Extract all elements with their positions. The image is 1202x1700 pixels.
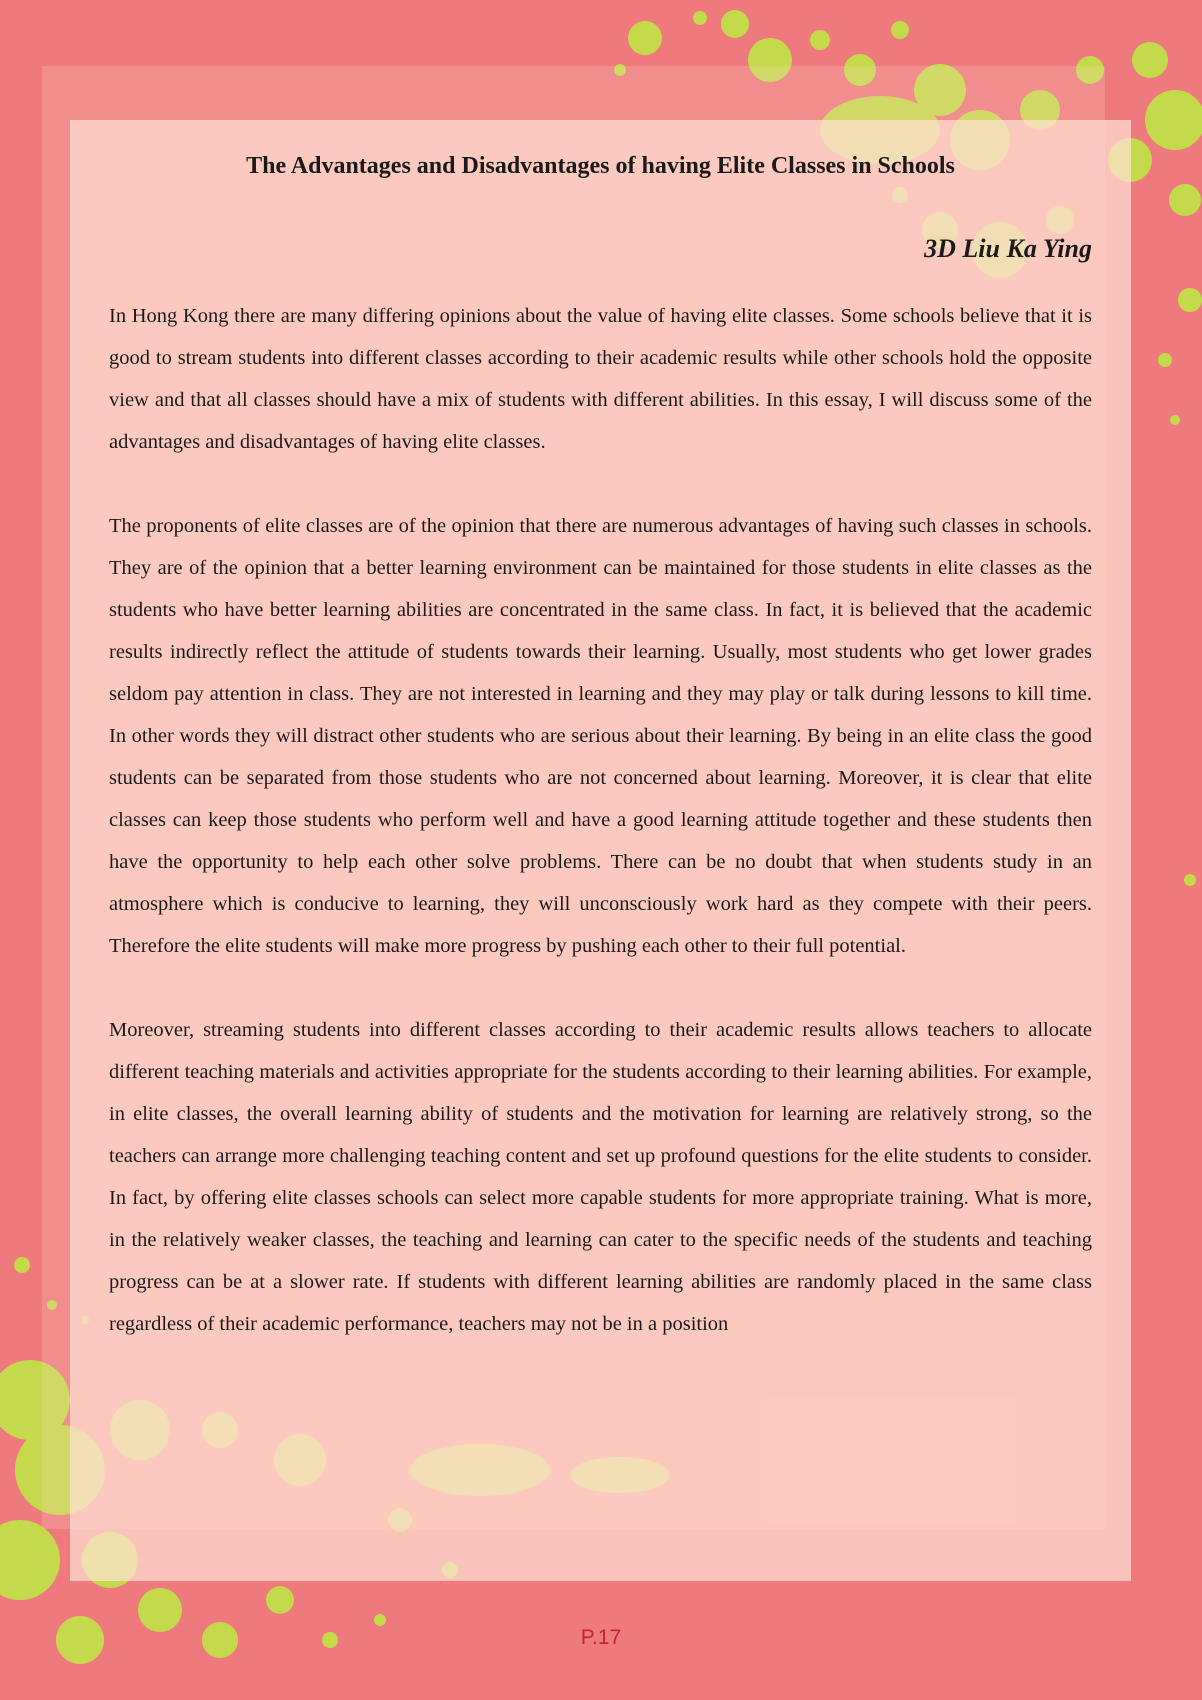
page-number: P.17 bbox=[580, 1626, 622, 1649]
paragraph: The proponents of elite classes are of the opinion that there are numerous advantages of having such classes in schools. They are of the opinion that a better learning environment can be maintained for those students in elite classes as the students who have better learning abilities are concentrated in the same class. In fact, it is believed that the academic results indirectly reflect the attitude of students towards their learning. Usually, most students who get lower grades seldom pay attention in class. They are not interested in learning and they may play or talk during lessons to kill time. In other words they will distract other students who are serious about their learning. By being in an elite class the good students can be separated from those students who are not concerned about learning. Moreover, it is clear that elite classes can keep those students who perform well and have a good learning attitude together and these students then have the opportunity to help each other solve problems. There can be no doubt that when students study in an atmosphere which is conducive to learning, they will unconsciously work hard as they compete with their peers. Therefore the elite students will make more progress by pushing each other to their full potential. bbox=[109, 515, 1092, 958]
article bbox=[109, 120, 1092, 1345]
paragraph: Moreover, streaming students into different classes according to their academic results allows teachers to allocate different teaching materials and activities appropriate for the students according to their learning abilities. For example, in elite classes, the overall learning ability of students and the motivation for learning are relatively strong, so the teachers can arrange more challenging teaching content and set up profound questions for the elite students to consider. In fact, by offering elite classes schools can select more capable students for more appropriate training. What is more, in the relatively weaker classes, the teaching and learning can cater to the specific needs of the students and teaching progress can be at a slower rate. If students with different learning abilities are randomly placed in the same class regardless of their academic performance, teachers may not be in a position bbox=[109, 1019, 1092, 1336]
page-title: The Advantages and Disadvantages of having Elite Classes in Schools bbox=[246, 153, 955, 179]
paragraph: In Hong Kong there are many differing opinions about the value of having elite classes. Some schools believe that it is good to stream students into different classes according to their academic results while other schools hold the opposite view and that all classes should have a mix of students with different abilities. In this essay, I will discuss some of the advantages and disadvantages of having elite classes. bbox=[109, 305, 1092, 454]
author-name: 3D Liu Ka Ying bbox=[924, 233, 1092, 263]
